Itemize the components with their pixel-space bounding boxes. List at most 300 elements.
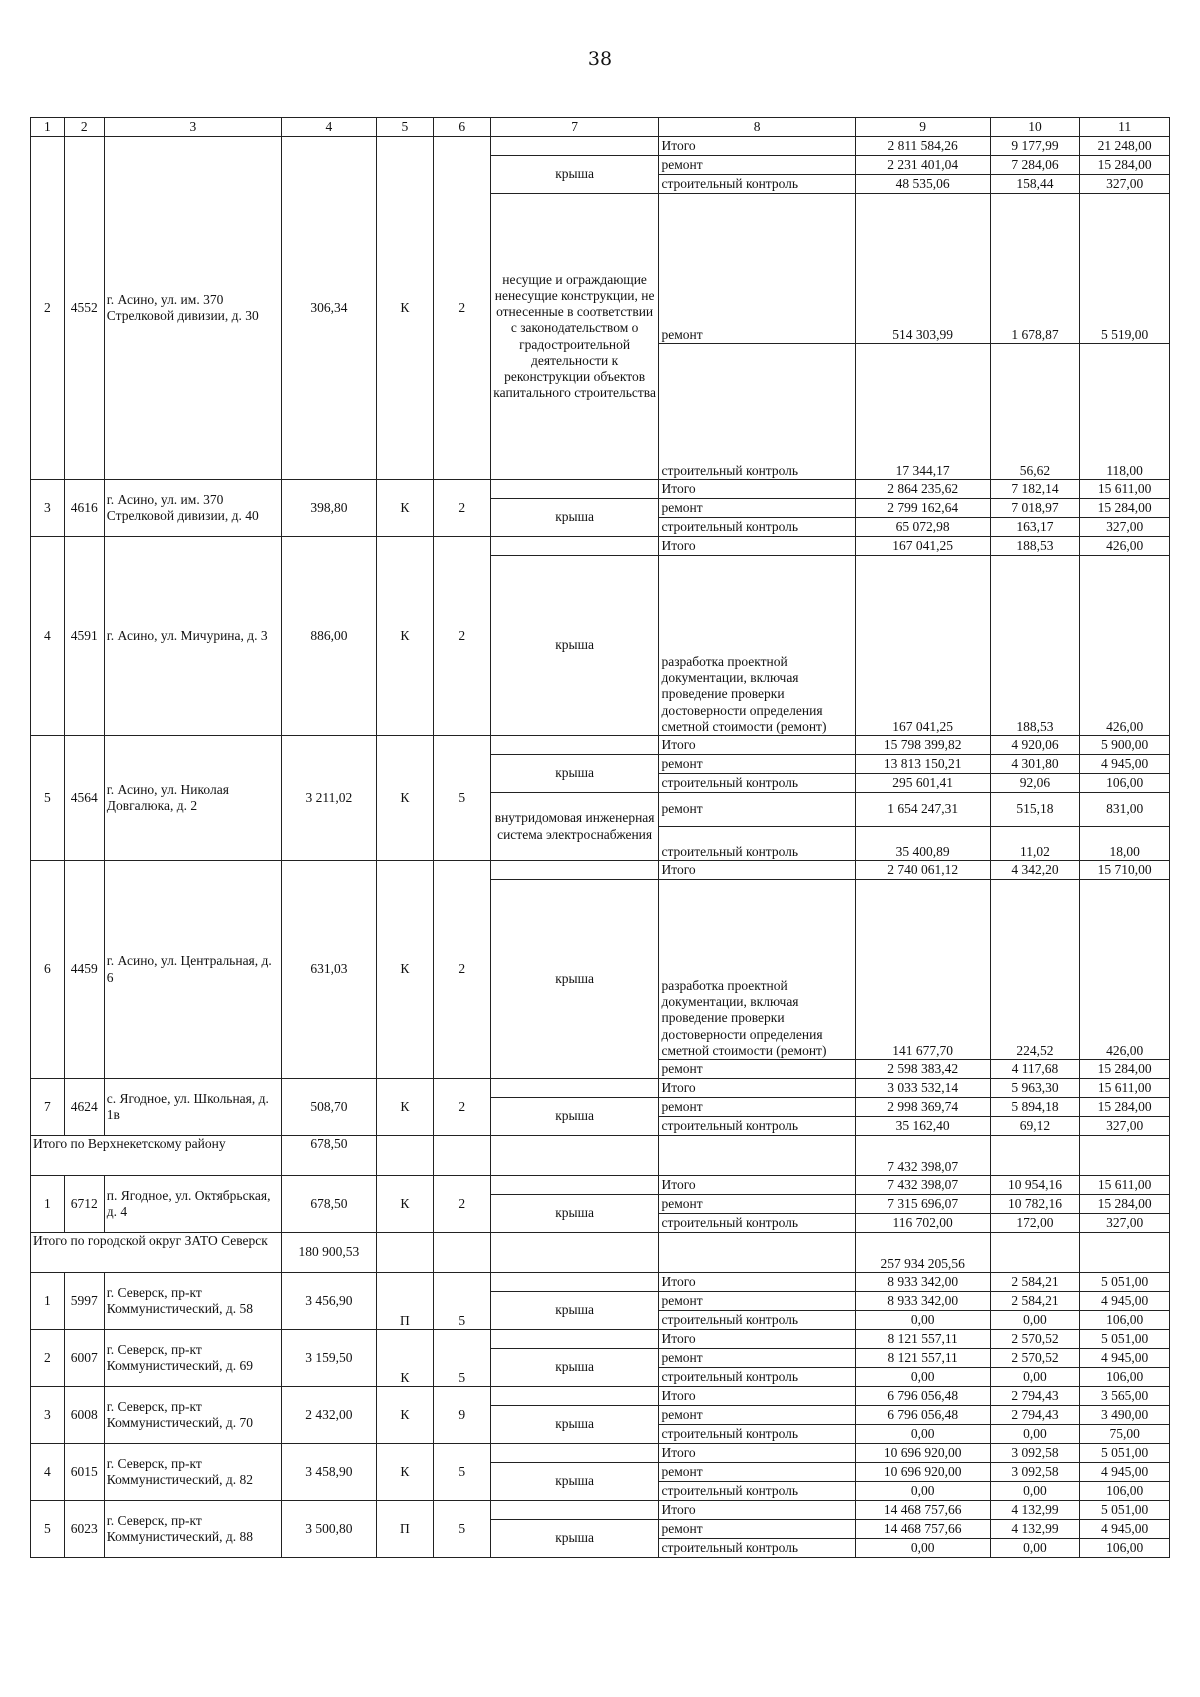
header-cell: 7 bbox=[490, 118, 659, 137]
total-cost-per-m2: 5 963,30 bbox=[990, 1079, 1080, 1098]
address: г. Асино, ул. Центральная, д. 6 bbox=[104, 861, 281, 1079]
empty-cell bbox=[376, 1233, 433, 1273]
control-label: строительный контроль bbox=[659, 175, 855, 194]
work-type: крыша bbox=[490, 1195, 659, 1233]
house-type: К bbox=[376, 1387, 433, 1444]
total-limit: 15 710,00 bbox=[1080, 861, 1170, 880]
total-limit: 15 611,00 bbox=[1080, 480, 1170, 499]
work-type: несущие и ограждающие ненесущие конструкции, не отнесенные в соответствии с законодательством о градостроительной деятельности к реконструкции объектов капитального строительства bbox=[490, 194, 659, 480]
house-type: К bbox=[376, 861, 433, 1079]
control-limit: 18,00 bbox=[1080, 827, 1170, 861]
district-total-area: 678,50 bbox=[281, 1136, 376, 1176]
design-docs-cost-per-m2: 188,53 bbox=[990, 556, 1080, 736]
floors: 5 bbox=[433, 1330, 490, 1387]
repair-cost: 6 796 056,48 bbox=[855, 1406, 990, 1425]
total-label: Итого bbox=[659, 480, 855, 499]
repair-label: ремонт bbox=[659, 1406, 855, 1425]
control-cost-per-m2: 92,06 bbox=[990, 774, 1080, 793]
empty-cell bbox=[490, 1079, 659, 1098]
control-cost: 0,00 bbox=[855, 1482, 990, 1501]
total-limit: 15 611,00 bbox=[1080, 1176, 1170, 1195]
empty-cell bbox=[1080, 1233, 1170, 1273]
control-label: строительный контроль bbox=[659, 1368, 855, 1387]
repair-cost: 8 121 557,11 bbox=[855, 1349, 990, 1368]
total-limit: 5 051,00 bbox=[1080, 1273, 1170, 1292]
empty-cell bbox=[490, 480, 659, 499]
empty-cell bbox=[433, 1136, 490, 1176]
control-label: строительный контроль bbox=[659, 1482, 855, 1501]
empty-cell bbox=[490, 1136, 659, 1176]
area: 3 458,90 bbox=[281, 1444, 376, 1501]
row-number: 7 bbox=[31, 1079, 65, 1136]
area: 306,34 bbox=[281, 137, 376, 480]
address: с. Ягодное, ул. Школьная, д. 1в bbox=[104, 1079, 281, 1136]
row-number: 1 bbox=[31, 1176, 65, 1233]
floors: 2 bbox=[433, 1176, 490, 1233]
design-docs-limit: 426,00 bbox=[1080, 880, 1170, 1060]
total-cost: 167 041,25 bbox=[855, 537, 990, 556]
repair-label: ремонт bbox=[659, 1195, 855, 1214]
total-label: Итого bbox=[659, 1387, 855, 1406]
control-limit: 327,00 bbox=[1080, 1214, 1170, 1233]
control-cost: 0,00 bbox=[855, 1311, 990, 1330]
control-cost-per-m2: 0,00 bbox=[990, 1539, 1080, 1558]
address: г. Северск, пр-кт Коммунистический, д. 70 bbox=[104, 1387, 281, 1444]
floors: 5 bbox=[433, 1501, 490, 1558]
repair-cost-per-m2: 2 584,21 bbox=[990, 1292, 1080, 1311]
repair-limit: 15 284,00 bbox=[1080, 1098, 1170, 1117]
floors: 9 bbox=[433, 1387, 490, 1444]
design-docs-label: разработка проектной документации, включая проведение проверки достоверности определения сметной стоимости (ремонт) bbox=[659, 880, 855, 1060]
total-cost: 7 432 398,07 bbox=[855, 1176, 990, 1195]
repair-limit: 4 945,00 bbox=[1080, 1292, 1170, 1311]
control-limit: 327,00 bbox=[1080, 175, 1170, 194]
control-label: строительный контроль bbox=[659, 518, 855, 537]
repair-label: ремонт bbox=[659, 1349, 855, 1368]
repair-limit: 15 284,00 bbox=[1080, 156, 1170, 175]
header-cell: 11 bbox=[1080, 118, 1170, 137]
control-label: строительный контроль bbox=[659, 1117, 855, 1136]
control-limit: 118,00 bbox=[1080, 344, 1170, 480]
table-row bbox=[31, 861, 1170, 880]
total-cost-per-m2: 2 570,52 bbox=[990, 1330, 1080, 1349]
repair-label: ремонт bbox=[659, 156, 855, 175]
repair-cost-per-m2: 2 794,43 bbox=[990, 1406, 1080, 1425]
address: г. Северск, пр-кт Коммунистический, д. 82 bbox=[104, 1444, 281, 1501]
repair-cost-per-m2: 2 570,52 bbox=[990, 1349, 1080, 1368]
work-type: крыша bbox=[490, 1349, 659, 1387]
control-cost: 48 535,06 bbox=[855, 175, 990, 194]
address: г. Асино, ул. Мичурина, д. 3 bbox=[104, 537, 281, 736]
house-id: 4564 bbox=[64, 736, 104, 861]
table-row bbox=[31, 1501, 1170, 1520]
empty-cell bbox=[490, 1444, 659, 1463]
table-row bbox=[31, 480, 1170, 499]
capital-repair-table bbox=[30, 117, 1170, 1558]
repair-limit: 15 284,00 bbox=[1080, 499, 1170, 518]
control-label: строительный контроль bbox=[659, 1311, 855, 1330]
repair-limit: 5 519,00 bbox=[1080, 194, 1170, 344]
floors: 5 bbox=[433, 736, 490, 861]
row-number: 3 bbox=[31, 480, 65, 537]
area: 886,00 bbox=[281, 537, 376, 736]
district-total-row bbox=[31, 1233, 1170, 1273]
floors: 5 bbox=[433, 1444, 490, 1501]
floors: 2 bbox=[433, 137, 490, 480]
house-type: К bbox=[376, 537, 433, 736]
table-row bbox=[31, 736, 1170, 755]
work-type: крыша bbox=[490, 755, 659, 793]
total-cost: 15 798 399,82 bbox=[855, 736, 990, 755]
control-cost: 116 702,00 bbox=[855, 1214, 990, 1233]
address: г. Асино, ул. Николая Довгалюка, д. 2 bbox=[104, 736, 281, 861]
house-type: П bbox=[376, 1273, 433, 1330]
total-cost: 2 864 235,62 bbox=[855, 480, 990, 499]
header-cell: 1 bbox=[31, 118, 65, 137]
design-docs-cost: 141 677,70 bbox=[855, 880, 990, 1060]
control-label: строительный контроль bbox=[659, 344, 855, 480]
total-cost-per-m2: 188,53 bbox=[990, 537, 1080, 556]
area: 3 456,90 bbox=[281, 1273, 376, 1330]
repair-limit: 4 945,00 bbox=[1080, 755, 1170, 774]
empty-cell bbox=[990, 1233, 1080, 1273]
total-cost: 8 933 342,00 bbox=[855, 1273, 990, 1292]
total-label: Итого bbox=[659, 137, 855, 156]
floors: 5 bbox=[433, 1273, 490, 1330]
control-label: строительный контроль bbox=[659, 1214, 855, 1233]
total-cost: 6 796 056,48 bbox=[855, 1387, 990, 1406]
house-type: К bbox=[376, 1176, 433, 1233]
total-limit: 3 565,00 bbox=[1080, 1387, 1170, 1406]
row-number: 5 bbox=[31, 736, 65, 861]
control-cost-per-m2: 0,00 bbox=[990, 1425, 1080, 1444]
empty-cell bbox=[490, 1387, 659, 1406]
control-cost-per-m2: 163,17 bbox=[990, 518, 1080, 537]
repair-cost: 514 303,99 bbox=[855, 194, 990, 344]
table-row bbox=[31, 537, 1170, 556]
control-cost: 35 400,89 bbox=[855, 827, 990, 861]
row-number: 5 bbox=[31, 1501, 65, 1558]
area: 678,50 bbox=[281, 1176, 376, 1233]
district-total-sum: 257 934 205,56 bbox=[855, 1233, 990, 1273]
total-limit: 21 248,00 bbox=[1080, 137, 1170, 156]
work-type: крыша bbox=[490, 1292, 659, 1330]
repair-limit: 4 945,00 bbox=[1080, 1463, 1170, 1482]
repair-label: ремонт bbox=[659, 1060, 855, 1079]
total-cost-per-m2: 2 584,21 bbox=[990, 1273, 1080, 1292]
header-cell: 6 bbox=[433, 118, 490, 137]
area: 3 159,50 bbox=[281, 1330, 376, 1387]
area: 508,70 bbox=[281, 1079, 376, 1136]
control-limit: 106,00 bbox=[1080, 1311, 1170, 1330]
row-number: 4 bbox=[31, 1444, 65, 1501]
total-cost-per-m2: 4 342,20 bbox=[990, 861, 1080, 880]
table-row bbox=[31, 1176, 1170, 1195]
page-number: 38 bbox=[587, 48, 613, 70]
district-total-label: Итого по Верхнекетскому району bbox=[31, 1136, 282, 1176]
repair-cost-per-m2: 7 284,06 bbox=[990, 156, 1080, 175]
repair-cost: 2 598 383,42 bbox=[855, 1060, 990, 1079]
repair-cost: 13 813 150,21 bbox=[855, 755, 990, 774]
address: г. Северск, пр-кт Коммунистический, д. 88 bbox=[104, 1501, 281, 1558]
control-limit: 327,00 bbox=[1080, 1117, 1170, 1136]
total-cost-per-m2: 4 132,99 bbox=[990, 1501, 1080, 1520]
address: г. Асино, ул. им. 370 Стрелковой дивизии, д. 30 bbox=[104, 137, 281, 480]
total-label: Итого bbox=[659, 1176, 855, 1195]
repair-limit: 4 945,00 bbox=[1080, 1520, 1170, 1539]
repair-label: ремонт bbox=[659, 1098, 855, 1117]
area: 398,80 bbox=[281, 480, 376, 537]
repair-cost-per-m2: 10 782,16 bbox=[990, 1195, 1080, 1214]
empty-cell bbox=[490, 1233, 659, 1273]
total-cost-per-m2: 2 794,43 bbox=[990, 1387, 1080, 1406]
design-docs-limit: 426,00 bbox=[1080, 556, 1170, 736]
area: 2 432,00 bbox=[281, 1387, 376, 1444]
control-limit: 327,00 bbox=[1080, 518, 1170, 537]
repair-label: ремонт bbox=[659, 1292, 855, 1311]
total-label: Итого bbox=[659, 1501, 855, 1520]
house-type: К bbox=[376, 1079, 433, 1136]
house-id: 6015 bbox=[64, 1444, 104, 1501]
address: п. Ягодное, ул. Октябрьская, д. 4 bbox=[104, 1176, 281, 1233]
house-id: 6712 bbox=[64, 1176, 104, 1233]
work-type: внутридомовая инженерная система электроснабжения bbox=[490, 793, 659, 861]
empty-cell bbox=[659, 1136, 855, 1176]
header-row bbox=[31, 118, 1170, 137]
total-limit: 426,00 bbox=[1080, 537, 1170, 556]
repair-cost: 8 933 342,00 bbox=[855, 1292, 990, 1311]
row-number: 6 bbox=[31, 861, 65, 1079]
repair-label: ремонт bbox=[659, 755, 855, 774]
address: г. Северск, пр-кт Коммунистический, д. 58 bbox=[104, 1273, 281, 1330]
row-number: 2 bbox=[31, 137, 65, 480]
empty-cell bbox=[490, 861, 659, 880]
row-number: 1 bbox=[31, 1273, 65, 1330]
repair-cost: 2 799 162,64 bbox=[855, 499, 990, 518]
row-number: 2 bbox=[31, 1330, 65, 1387]
total-cost-per-m2: 10 954,16 bbox=[990, 1176, 1080, 1195]
empty-cell bbox=[490, 1501, 659, 1520]
empty-cell bbox=[1080, 1136, 1170, 1176]
repair-cost-per-m2: 3 092,58 bbox=[990, 1463, 1080, 1482]
table-row bbox=[31, 137, 1170, 156]
house-id: 5997 bbox=[64, 1273, 104, 1330]
empty-cell bbox=[490, 1273, 659, 1292]
control-cost: 35 162,40 bbox=[855, 1117, 990, 1136]
repair-cost: 1 654 247,31 bbox=[855, 793, 990, 827]
total-cost: 10 696 920,00 bbox=[855, 1444, 990, 1463]
house-id: 6008 bbox=[64, 1387, 104, 1444]
total-cost: 2 740 061,12 bbox=[855, 861, 990, 880]
floors: 2 bbox=[433, 480, 490, 537]
control-limit: 106,00 bbox=[1080, 1482, 1170, 1501]
control-cost-per-m2: 0,00 bbox=[990, 1482, 1080, 1501]
control-cost: 0,00 bbox=[855, 1539, 990, 1558]
total-cost: 8 121 557,11 bbox=[855, 1330, 990, 1349]
header-cell: 9 bbox=[855, 118, 990, 137]
control-limit: 75,00 bbox=[1080, 1425, 1170, 1444]
empty-cell bbox=[490, 137, 659, 156]
house-id: 4552 bbox=[64, 137, 104, 480]
empty-cell bbox=[376, 1136, 433, 1176]
work-type: крыша bbox=[490, 156, 659, 194]
repair-limit: 831,00 bbox=[1080, 793, 1170, 827]
house-id: 6023 bbox=[64, 1501, 104, 1558]
work-type: крыша bbox=[490, 1463, 659, 1501]
control-label: строительный контроль bbox=[659, 774, 855, 793]
house-type: К bbox=[376, 1330, 433, 1387]
control-limit: 106,00 bbox=[1080, 1368, 1170, 1387]
header-cell: 8 bbox=[659, 118, 855, 137]
total-label: Итого bbox=[659, 861, 855, 880]
control-cost: 0,00 bbox=[855, 1368, 990, 1387]
header-cell: 5 bbox=[376, 118, 433, 137]
table-row bbox=[31, 1444, 1170, 1463]
address: г. Северск, пр-кт Коммунистический, д. 69 bbox=[104, 1330, 281, 1387]
control-cost-per-m2: 0,00 bbox=[990, 1311, 1080, 1330]
total-limit: 15 611,00 bbox=[1080, 1079, 1170, 1098]
district-total-label: Итого по городской округ ЗАТО Северск bbox=[31, 1233, 282, 1273]
address: г. Асино, ул. им. 370 Стрелковой дивизии, д. 40 bbox=[104, 480, 281, 537]
repair-label: ремонт bbox=[659, 793, 855, 827]
header-cell: 10 bbox=[990, 118, 1080, 137]
house-type: К bbox=[376, 736, 433, 861]
total-label: Итого bbox=[659, 537, 855, 556]
total-label: Итого bbox=[659, 736, 855, 755]
total-limit: 5 051,00 bbox=[1080, 1330, 1170, 1349]
control-cost: 17 344,17 bbox=[855, 344, 990, 480]
control-label: строительный контроль bbox=[659, 827, 855, 861]
work-type: крыша bbox=[490, 880, 659, 1079]
house-id: 6007 bbox=[64, 1330, 104, 1387]
house-id: 4591 bbox=[64, 537, 104, 736]
area: 3 500,80 bbox=[281, 1501, 376, 1558]
total-cost-per-m2: 4 920,06 bbox=[990, 736, 1080, 755]
repair-limit: 4 945,00 bbox=[1080, 1349, 1170, 1368]
repair-limit: 15 284,00 bbox=[1080, 1195, 1170, 1214]
empty-cell bbox=[990, 1136, 1080, 1176]
row-number: 4 bbox=[31, 537, 65, 736]
house-type: К bbox=[376, 480, 433, 537]
house-type: К bbox=[376, 1444, 433, 1501]
repair-cost-per-m2: 7 018,97 bbox=[990, 499, 1080, 518]
repair-label: ремонт bbox=[659, 499, 855, 518]
repair-limit: 3 490,00 bbox=[1080, 1406, 1170, 1425]
control-limit: 106,00 bbox=[1080, 1539, 1170, 1558]
total-label: Итого bbox=[659, 1273, 855, 1292]
total-label: Итого bbox=[659, 1330, 855, 1349]
total-cost-per-m2: 3 092,58 bbox=[990, 1444, 1080, 1463]
floors: 2 bbox=[433, 1079, 490, 1136]
repair-cost: 7 315 696,07 bbox=[855, 1195, 990, 1214]
table-row bbox=[31, 1330, 1170, 1349]
total-limit: 5 900,00 bbox=[1080, 736, 1170, 755]
empty-cell bbox=[490, 736, 659, 755]
repair-cost: 14 468 757,66 bbox=[855, 1520, 990, 1539]
total-label: Итого bbox=[659, 1079, 855, 1098]
total-limit: 5 051,00 bbox=[1080, 1501, 1170, 1520]
house-id: 4459 bbox=[64, 861, 104, 1079]
empty-cell bbox=[490, 1330, 659, 1349]
empty-cell bbox=[433, 1233, 490, 1273]
row-number: 3 bbox=[31, 1387, 65, 1444]
repair-cost-per-m2: 4 117,68 bbox=[990, 1060, 1080, 1079]
repair-label: ремонт bbox=[659, 194, 855, 344]
control-cost-per-m2: 158,44 bbox=[990, 175, 1080, 194]
total-label: Итого bbox=[659, 1444, 855, 1463]
house-type: П bbox=[376, 1501, 433, 1558]
area: 631,03 bbox=[281, 861, 376, 1079]
repair-limit: 15 284,00 bbox=[1080, 1060, 1170, 1079]
control-cost-per-m2: 56,62 bbox=[990, 344, 1080, 480]
header-cell: 2 bbox=[64, 118, 104, 137]
repair-cost-per-m2: 515,18 bbox=[990, 793, 1080, 827]
control-label: строительный контроль bbox=[659, 1425, 855, 1444]
house-id: 4624 bbox=[64, 1079, 104, 1136]
empty-cell bbox=[659, 1233, 855, 1273]
floors: 2 bbox=[433, 537, 490, 736]
design-docs-cost: 167 041,25 bbox=[855, 556, 990, 736]
area: 3 211,02 bbox=[281, 736, 376, 861]
control-cost-per-m2: 69,12 bbox=[990, 1117, 1080, 1136]
repair-label: ремонт bbox=[659, 1520, 855, 1539]
control-limit: 106,00 bbox=[1080, 774, 1170, 793]
header-cell: 3 bbox=[104, 118, 281, 137]
total-cost: 2 811 584,26 bbox=[855, 137, 990, 156]
repair-cost-per-m2: 4 132,99 bbox=[990, 1520, 1080, 1539]
table-row bbox=[31, 1387, 1170, 1406]
repair-cost: 10 696 920,00 bbox=[855, 1463, 990, 1482]
total-cost-per-m2: 9 177,99 bbox=[990, 137, 1080, 156]
table-row bbox=[31, 1079, 1170, 1098]
control-cost-per-m2: 0,00 bbox=[990, 1368, 1080, 1387]
repair-cost: 2 231 401,04 bbox=[855, 156, 990, 175]
table-row bbox=[31, 1273, 1170, 1292]
floors: 2 bbox=[433, 861, 490, 1079]
repair-cost-per-m2: 1 678,87 bbox=[990, 194, 1080, 344]
repair-label: ремонт bbox=[659, 1463, 855, 1482]
work-type: крыша bbox=[490, 1406, 659, 1444]
total-limit: 5 051,00 bbox=[1080, 1444, 1170, 1463]
repair-cost: 2 998 369,74 bbox=[855, 1098, 990, 1117]
control-cost: 0,00 bbox=[855, 1425, 990, 1444]
repair-cost-per-m2: 5 894,18 bbox=[990, 1098, 1080, 1117]
total-cost: 14 468 757,66 bbox=[855, 1501, 990, 1520]
control-label: строительный контроль bbox=[659, 1539, 855, 1558]
control-cost: 295 601,41 bbox=[855, 774, 990, 793]
work-type: крыша bbox=[490, 1520, 659, 1558]
design-docs-cost-per-m2: 224,52 bbox=[990, 880, 1080, 1060]
work-type: крыша bbox=[490, 499, 659, 537]
control-cost: 65 072,98 bbox=[855, 518, 990, 537]
design-docs-label: разработка проектной документации, включая проведение проверки достоверности определения сметной стоимости (ремонт) bbox=[659, 556, 855, 736]
district-total-area: 180 900,53 bbox=[281, 1233, 376, 1273]
total-cost-per-m2: 7 182,14 bbox=[990, 480, 1080, 499]
house-id: 4616 bbox=[64, 480, 104, 537]
control-cost-per-m2: 11,02 bbox=[990, 827, 1080, 861]
work-type: крыша bbox=[490, 1098, 659, 1136]
district-total-row bbox=[31, 1136, 1170, 1176]
work-type: крыша bbox=[490, 556, 659, 736]
house-type: К bbox=[376, 137, 433, 480]
empty-cell bbox=[490, 1176, 659, 1195]
control-cost-per-m2: 172,00 bbox=[990, 1214, 1080, 1233]
repair-cost-per-m2: 4 301,80 bbox=[990, 755, 1080, 774]
district-total-sum: 7 432 398,07 bbox=[855, 1136, 990, 1176]
empty-cell bbox=[490, 537, 659, 556]
header-cell: 4 bbox=[281, 118, 376, 137]
total-cost: 3 033 532,14 bbox=[855, 1079, 990, 1098]
